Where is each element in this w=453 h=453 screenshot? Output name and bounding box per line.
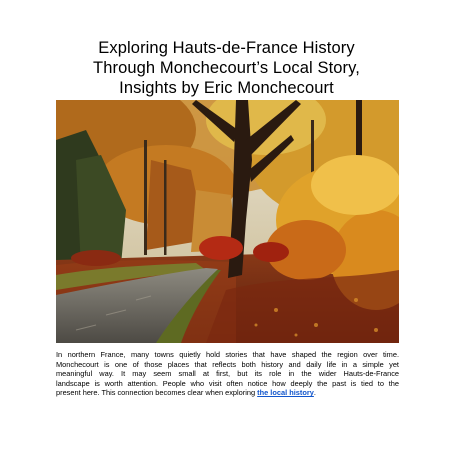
title-line: Insights by Eric Monchecourt — [119, 79, 334, 97]
title-line: Exploring Hauts-de-France History — [98, 39, 355, 57]
article-paragraph — [56, 350, 399, 398]
paragraph-line: Monchecourt is one of those places that reflects both history and daily life in a simple yet — [56, 359, 399, 369]
page-title — [40, 38, 413, 98]
paragraph-line: In northern France, many towns quietly hold stories that have shaped the region over time. — [56, 350, 399, 359]
paragraph-line: landscape is worth attention. People who visit often notice how deeply the past is tied to the — [56, 378, 399, 388]
paragraph-end-punct: . — [313, 388, 316, 398]
paragraph-line-last — [56, 388, 399, 398]
forest-path-illustration — [56, 100, 399, 343]
autumn-forest-photo — [56, 100, 399, 343]
local-history-link[interactable]: the local history — [257, 388, 314, 398]
title-line: Through Monchecourt’s Local Story, — [93, 59, 360, 77]
paragraph-line-text: present here. This connection becomes clear when exploring — [56, 388, 258, 398]
paragraph-line: meaningful way. It may seem small at first, but its role in the wider Hauts-de-France — [56, 369, 399, 379]
